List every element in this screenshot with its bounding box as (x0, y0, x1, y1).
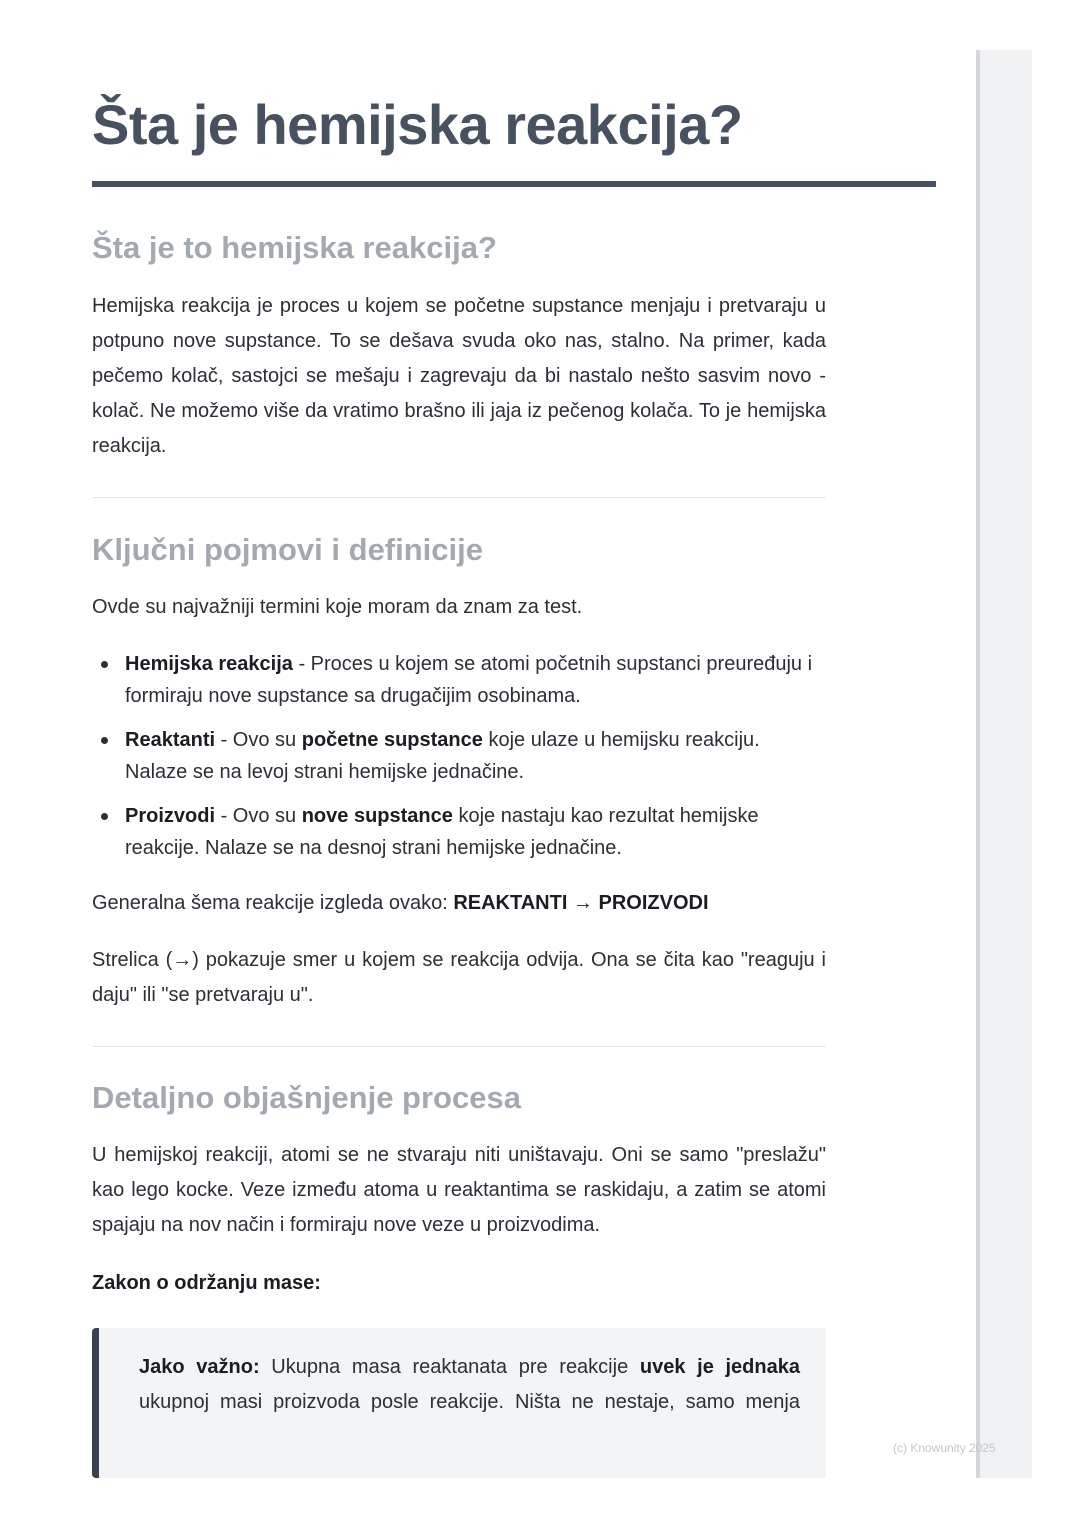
callout-body: Ukupna masa reaktanata pre reakcije (259, 1356, 640, 1378)
bullet-icon (101, 661, 108, 668)
section-divider (92, 1046, 826, 1047)
scheme-value: REAKTANTI → PROIZVODI (453, 892, 709, 914)
term-emphasis: početne supstance (301, 729, 483, 751)
term-label: Proizvodi (125, 805, 216, 827)
section-divider (92, 497, 826, 498)
list-item (92, 648, 826, 712)
term-emphasis: nove supstance (301, 805, 453, 827)
section-heading-definition: Šta je to hemijska reakcija? (92, 230, 497, 265)
callout-emphasis: uvek je jednaka (639, 1356, 800, 1378)
page-sidebar-strip (976, 50, 1032, 1478)
term-definition: koje nastaju kao rezultat hemijske reakcije. Nalaze se na desnoj strani hemijske jednačine. (125, 805, 759, 859)
callout-label: Jako važno: (139, 1356, 260, 1378)
term-label: Reaktanti (125, 729, 216, 751)
bullet-icon (101, 813, 108, 820)
definition-paragraph: Hemijska reakcija je proces u kojem se početne supstance menjaju i pretvaraju u potpuno nove supstance. To se dešava svuda oko nas, stalno. Na primer, kada pečemo kolač, sastojci se mešaju i zagrevaju da bi nastalo nešto sasvim novo - kolač. Ne možemo više da vratimo brašno ili jaja iz pečenog kolača. To je hemijska reakcija. (92, 295, 826, 457)
copyright-footer: (c) Knowunity 2025 (893, 1441, 996, 1455)
term-definition: koje ulaze u hemijsku reakciju. Nalaze se na levoj strani hemijske jednačine. (125, 729, 760, 783)
scheme-label: Generalna šema reakcije izgleda ovako: (92, 892, 454, 914)
term-definition: - Ovo su (215, 729, 302, 751)
page-title: Šta je hemijska reakcija? (92, 93, 743, 156)
term-definition: - Ovo su (215, 805, 302, 827)
list-item (92, 800, 826, 864)
process-paragraph: U hemijskoj reakciji, atomi se ne stvaraju niti uništavaju. Oni se samo "preslažu" kao lego kocke. Veze između atoma u reaktantima se raskidaju, a zatim se atomi spajaju na nov način i formiraju nove veze u proizvodima. (92, 1144, 826, 1236)
title-underline (92, 181, 936, 187)
law-heading-text: Zakon o održanju mase: (92, 1272, 321, 1294)
bullet-icon (101, 737, 108, 744)
important-callout (92, 1328, 826, 1478)
callout-body: ukupnoj masi proizvoda posle reakcije. Ništa ne nestaje, samo menja (139, 1391, 800, 1413)
list-item (92, 724, 826, 788)
term-label: Hemijska reakcija (125, 653, 293, 675)
section-heading-key-terms: Ključni pojmovi i definicije (92, 532, 483, 567)
term-definition: - Proces u kojem se atomi početnih supstanci preuređuju i formiraju nove supstance sa drugačijim osobinama. (125, 653, 813, 707)
key-terms-intro: Ovde su najvažniji termini koje moram da znam za test. (92, 596, 583, 618)
arrow-note: Strelica (→) pokazuje smer u kojem se reakcija odvija. Ona se čita kao "reaguju i daju" ili "se pretvaraju u". (92, 949, 826, 1006)
reaction-scheme (92, 886, 826, 921)
section-heading-process: Detaljno objašnjenje procesa (92, 1080, 521, 1115)
callout-text (139, 1350, 800, 1420)
key-terms-list (92, 648, 826, 876)
law-heading (92, 1266, 826, 1301)
